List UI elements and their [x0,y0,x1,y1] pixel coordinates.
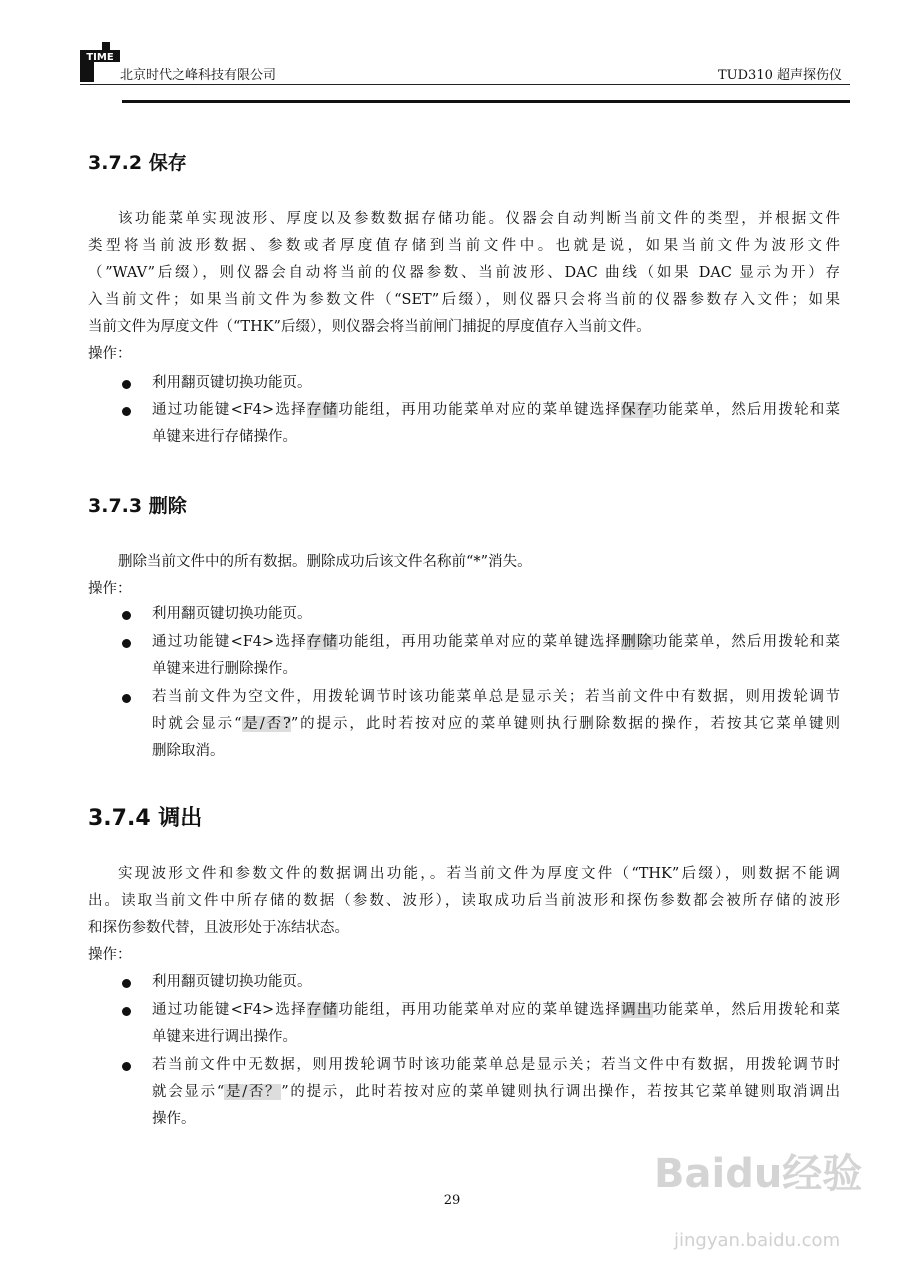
baidu-watermark [654,1140,894,1270]
highlight: 调出 [621,1002,653,1018]
bullet-item [152,629,840,656]
bullet-item-cont [152,1079,840,1106]
highlight: 存储 [306,634,339,650]
bullet-item: 利用翻页键切换功能页。 [152,974,312,990]
highlight: 存储 [306,402,339,418]
paragraph-line: 入当前文件；如果当前文件为参数文件（“SET”后缀），则仪器只会将当前的仪器参数存入文件；如果 [88,292,840,308]
time-logo [80,42,120,82]
text: 功能组，再用功能菜单对应的菜单键选择 [338,1002,622,1018]
text: 功能组，再用功能菜单对应的菜单键选择 [338,634,622,650]
bullet-icon [122,694,131,703]
section-title-delete: 3.7.3 删除 [88,495,187,517]
text: 通过功能键<F4>选择 [152,402,307,418]
operations-label: 操作： [88,947,132,963]
bullet-item-cont: 操作。 [152,1111,196,1127]
text: 功能菜单，然后用拨轮和菜 [652,634,841,650]
paragraph-line: （”WAV”后缀），则仪器会自动将当前的仪器参数、当前波形、DAC 曲线（如果 DAC 显示为开）存 [88,265,840,281]
highlight: 是/否? [241,716,291,732]
paragraph-line: 实现波形文件和参数文件的数据调出功能，。若当前文件为厚度文件（“THK”后缀），则数据不能调 [118,866,840,882]
text: 通过功能键<F4>选择 [152,634,307,650]
paragraph-line: 类型将当前波形数据、参数或者厚度值存储到当前文件中。也就是说，如果当前文件为波形文件 [88,238,840,254]
bullet-item [152,397,840,424]
bullet-item-cont: 单键来进行删除操作。 [152,661,297,677]
bullet-item-cont: 单键来进行存储操作。 [152,429,297,445]
highlight: 删除 [621,634,653,650]
bullet-icon [122,611,131,620]
product-name: TUD310 超声探伤仪 [718,68,842,83]
section-title-save: 3.7.2 保存 [88,152,187,174]
highlight: 保存 [621,402,653,418]
bullet-icon [122,407,131,416]
paragraph-line: 当前文件为厚度文件（“THK”后缀），则仪器会将当前闸门捕捉的厚度值存入当前文件。 [88,319,651,335]
bullet-icon [122,979,131,988]
highlight: 是/否？ [224,1084,282,1100]
text: 功能组，再用功能菜单对应的菜单键选择 [338,402,622,418]
bullet-item [152,997,840,1024]
bullet-icon [122,1007,131,1016]
text: 功能菜单，然后用拨轮和菜 [652,402,841,418]
section-title-recall: 3.7.4 调出 [88,806,203,831]
paragraph-line: 删除当前文件中的所有数据。删除成功后该文件名称前“*”消失。 [118,554,532,570]
bullet-item: 若当前文件为空文件，用拨轮调节时该功能菜单总是显示关；若当前文件中有数据，则用拨轮调节 [152,689,840,705]
operations-label: 操作： [88,581,132,597]
header-rule-thick [122,100,850,103]
text: 就会显示“ [152,1084,225,1100]
watermark-url: jingyan.baidu.com [674,1230,841,1251]
bullet-item: 利用翻页键切换功能页。 [152,375,312,391]
svg-text:TIME: TIME [86,52,114,63]
company-name: 北京时代之峰科技有限公司 [120,68,277,83]
bullet-icon [122,380,131,389]
paragraph-line: 该功能菜单实现波形、厚度以及参数数据存储功能。仪器会自动判断当前文件的类型，并根据文件 [118,211,840,227]
header-rule [80,84,850,85]
bullet-item: 利用翻页键切换功能页。 [152,606,312,622]
bullet-item-cont: 删除取消。 [152,743,225,759]
text: 时就会显示“ [152,716,242,732]
paragraph-line: 和探伤参数代替，且波形处于冻结状态。 [88,920,349,936]
bullet-icon [122,1062,131,1071]
watermark-brand: Baidu经验 [654,1151,863,1197]
text: ”的提示，此时若按对应的菜单键则执行删除数据的操作，若按其它菜单键则 [290,716,840,732]
paragraph-line: 出。读取当前文件中所存储的数据（参数、波形），读取成功后当前波形和探伤参数都会被所存储的波形 [88,893,840,909]
page-number: 29 [443,1193,461,1208]
operations-label: 操作： [88,346,132,362]
text: ”的提示，此时若按对应的菜单键则执行调出操作，若按其它菜单键则取消调出 [281,1084,840,1100]
bullet-item: 若当前文件中无数据，则用拨轮调节时该功能菜单总是显示关；若当文件中有数据，用拨轮调节时 [152,1057,840,1073]
highlight: 存储 [306,1002,339,1018]
text: 通过功能键<F4>选择 [152,1002,307,1018]
text: 功能菜单，然后用拨轮和菜 [652,1002,841,1018]
bullet-icon [122,639,131,648]
bullet-item-cont: 单键来进行调出操作。 [152,1029,297,1045]
bullet-item-cont [152,711,840,738]
